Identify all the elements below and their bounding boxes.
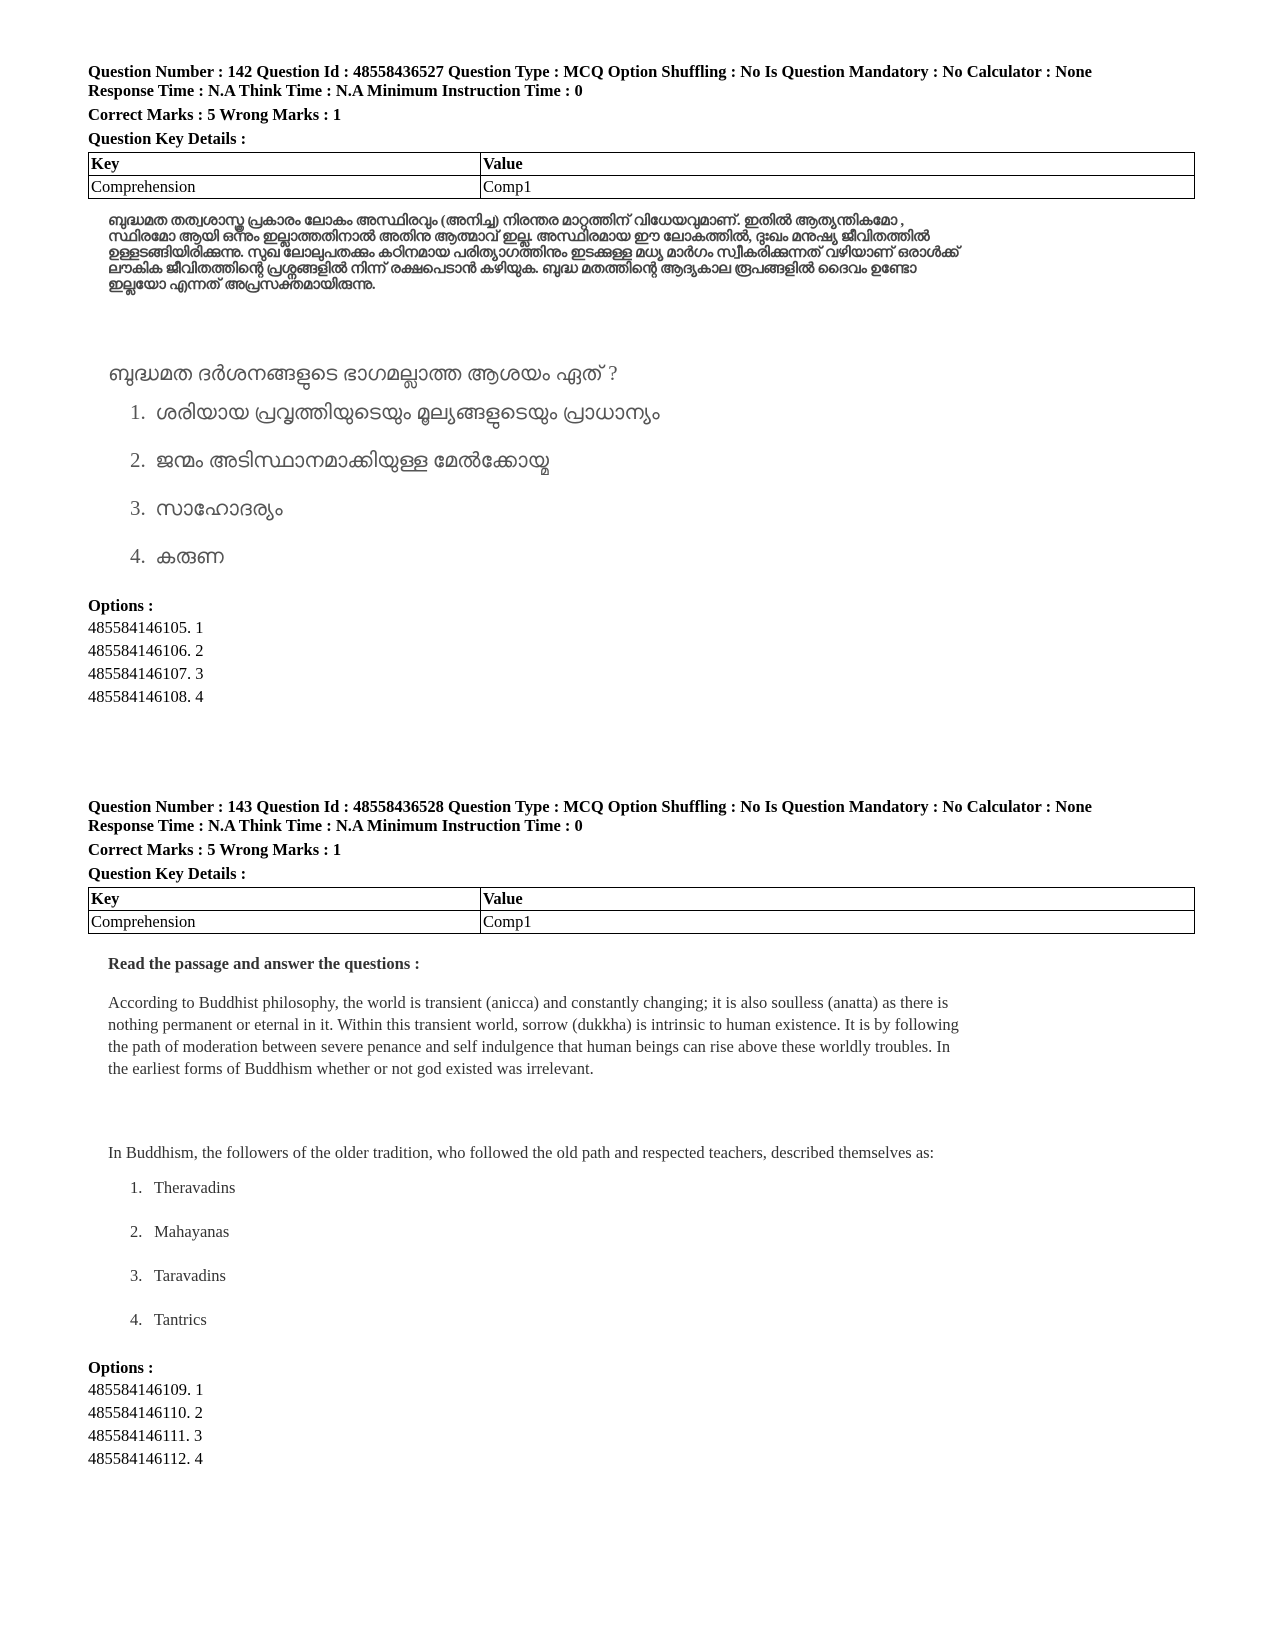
table-row <box>89 911 1195 934</box>
marks-line: Correct Marks : 5 Wrong Marks : 1 <box>88 840 342 859</box>
options-label: Options : <box>88 596 154 615</box>
key-header: Key <box>89 888 481 911</box>
choice-text: കരുണ <box>155 544 224 568</box>
choice-text: ജന്മം അടിസ്ഥാനമാക്കിയുള്ള മേൽക്കോയ്മ <box>155 448 549 472</box>
choice-text: Tantrics <box>153 1310 207 1329</box>
choice-item: 3. Taravadins <box>130 1266 226 1285</box>
option-id-line: 485584146107. 3 <box>88 664 204 683</box>
option-id-line: 485584146109. 1 <box>88 1380 204 1399</box>
choice-text: Mahayanas <box>154 1222 230 1241</box>
value-cell: Comp1 <box>481 176 1195 199</box>
key-cell: Comprehension <box>89 176 481 199</box>
choice-item: 1. ശരിയായ പ്രവൃത്തിയുടെയും മൂല്യങ്ങളുടെയും പ്രാധാന്യം <box>130 400 660 424</box>
question-text: In Buddhism, the followers of the older tradition, who followed the old path and respected teachers, described themselves as: <box>108 1143 935 1162</box>
option-id-line: 485584146108. 4 <box>88 687 204 706</box>
table-header-row <box>89 153 1195 176</box>
choice-item: 4. കരുണ <box>130 544 224 568</box>
key-details-label: Question Key Details : <box>88 864 247 883</box>
choice-item: 3. സാഹോദര്യം <box>130 496 283 520</box>
question-text: ബുദ്ധമത ദർശനങ്ങളുടെ ഭാഗമല്ലാത്ത ആശയം ഏത് ? <box>108 361 618 385</box>
options-label: Options : <box>88 1358 154 1377</box>
choice-item: 4. Tantrics <box>130 1310 207 1329</box>
table-header-row <box>89 888 1195 911</box>
question-block-142 <box>88 62 1195 708</box>
option-id-line: 485584146112. 4 <box>88 1449 203 1468</box>
value-header: Value <box>481 153 1195 176</box>
marks-line: Correct Marks : 5 Wrong Marks : 1 <box>88 105 342 124</box>
choice-list <box>130 1178 1195 1354</box>
choice-item: 1. Theravadins <box>130 1178 236 1197</box>
option-id-line: 485584146111. 3 <box>88 1426 203 1445</box>
question-header-line2: Response Time : N.A Think Time : N.A Minimum Instruction Time : 0 <box>88 816 583 835</box>
question-header-line1: Question Number : 143 Question Id : 48558436528 Question Type : MCQ Option Shuffling : No Is Question Mandatory : No Calculator : None <box>88 797 1092 816</box>
comprehension-passage: ബുദ്ധമത തത്വശാസ്ത്ര പ്രകാരം ലോകം അസ്ഥിരവും (അനിച്ച) നിരന്തര മാറ്റത്തിന് വിധേയവുമാണ്. ഇതിൽ ആത്യന്തികമോ , സ്ഥിരമോ ആയി ഒന്നും ഇല്ലാത്തതിനാൽ അതിനു ആത്മാവ് ഇല്ല. അസ്ഥിരമായ ഈ ലോകത്തിൽ, ദുഃഖം മനുഷ്യ ജീവിതത്തിൽ ഉള്ളടങ്ങിയിരിക്കുന്നു. സുഖ ലോലുപതക്കും കഠിനമായ പരിത്യാഗത്തിനും ഇടക്കുള്ള മധ്യ മാർഗം സ്വീകരിക്കുന്നത് വഴിയാണ് ഒരാൾക്ക് ലൗകിക ജീവിതത്തിന്റെ പ്രശ്നങ്ങളിൽ നിന്ന് രക്ഷപെടാൻ കഴിയുക. ബുദ്ധ മതത്തിന്റെ ആദ്യകാല രൂപങ്ങളിൽ ദൈവം ഉണ്ടോ ഇല്ലയോ എന്നത് അപ്രസക്തമായിരുന്നു. <box>108 213 960 293</box>
choice-item: 2. ജന്മം അടിസ്ഥാനമാക്കിയുള്ള മേൽക്കോയ്മ <box>130 448 549 472</box>
option-id-line: 485584146110. 2 <box>88 1403 203 1422</box>
key-header: Key <box>89 153 481 176</box>
value-header: Value <box>481 888 1195 911</box>
choice-list <box>130 400 1195 592</box>
question-block-143 <box>88 797 1195 1470</box>
choice-text: Taravadins <box>153 1266 226 1285</box>
value-cell: Comp1 <box>481 911 1195 934</box>
table-row <box>89 176 1195 199</box>
comprehension-passage: According to Buddhist philosophy, the world is transient (anicca) and constantly changing; it is also soulless (anatta) as there is nothing permanent or eternal in it. Within this transient world, sorrow (dukkha) is intrinsic to human existence. It is by following the path of moderation between severe penance and self indulgence that human beings can rise above these worldly troubles. In the earliest forms of Buddhism whether or not god existed was irrelevant. <box>108 993 959 1078</box>
question-image <box>108 213 1195 592</box>
choice-text: ശരിയായ പ്രവൃത്തിയുടെയും മൂല്യങ്ങളുടെയും പ്രാധാന്യം <box>155 400 660 424</box>
option-id-line: 485584146106. 2 <box>88 641 204 660</box>
key-cell: Comprehension <box>89 911 481 934</box>
option-id-line: 485584146105. 1 <box>88 618 204 637</box>
key-details-table <box>88 152 1195 199</box>
key-details-table <box>88 887 1195 934</box>
choice-text: Theravadins <box>153 1178 236 1197</box>
passage-instruction: Read the passage and answer the questions : <box>108 954 420 973</box>
choice-item: 2. Mahayanas <box>130 1222 230 1241</box>
key-details-label: Question Key Details : <box>88 129 247 148</box>
choice-text: സാഹോദര്യം <box>155 496 283 520</box>
question-header-line2: Response Time : N.A Think Time : N.A Minimum Instruction Time : 0 <box>88 81 583 100</box>
question-header-line1: Question Number : 142 Question Id : 48558436527 Question Type : MCQ Option Shuffling : No Is Question Mandatory : No Calculator : None <box>88 62 1092 81</box>
question-image <box>108 954 1195 1354</box>
